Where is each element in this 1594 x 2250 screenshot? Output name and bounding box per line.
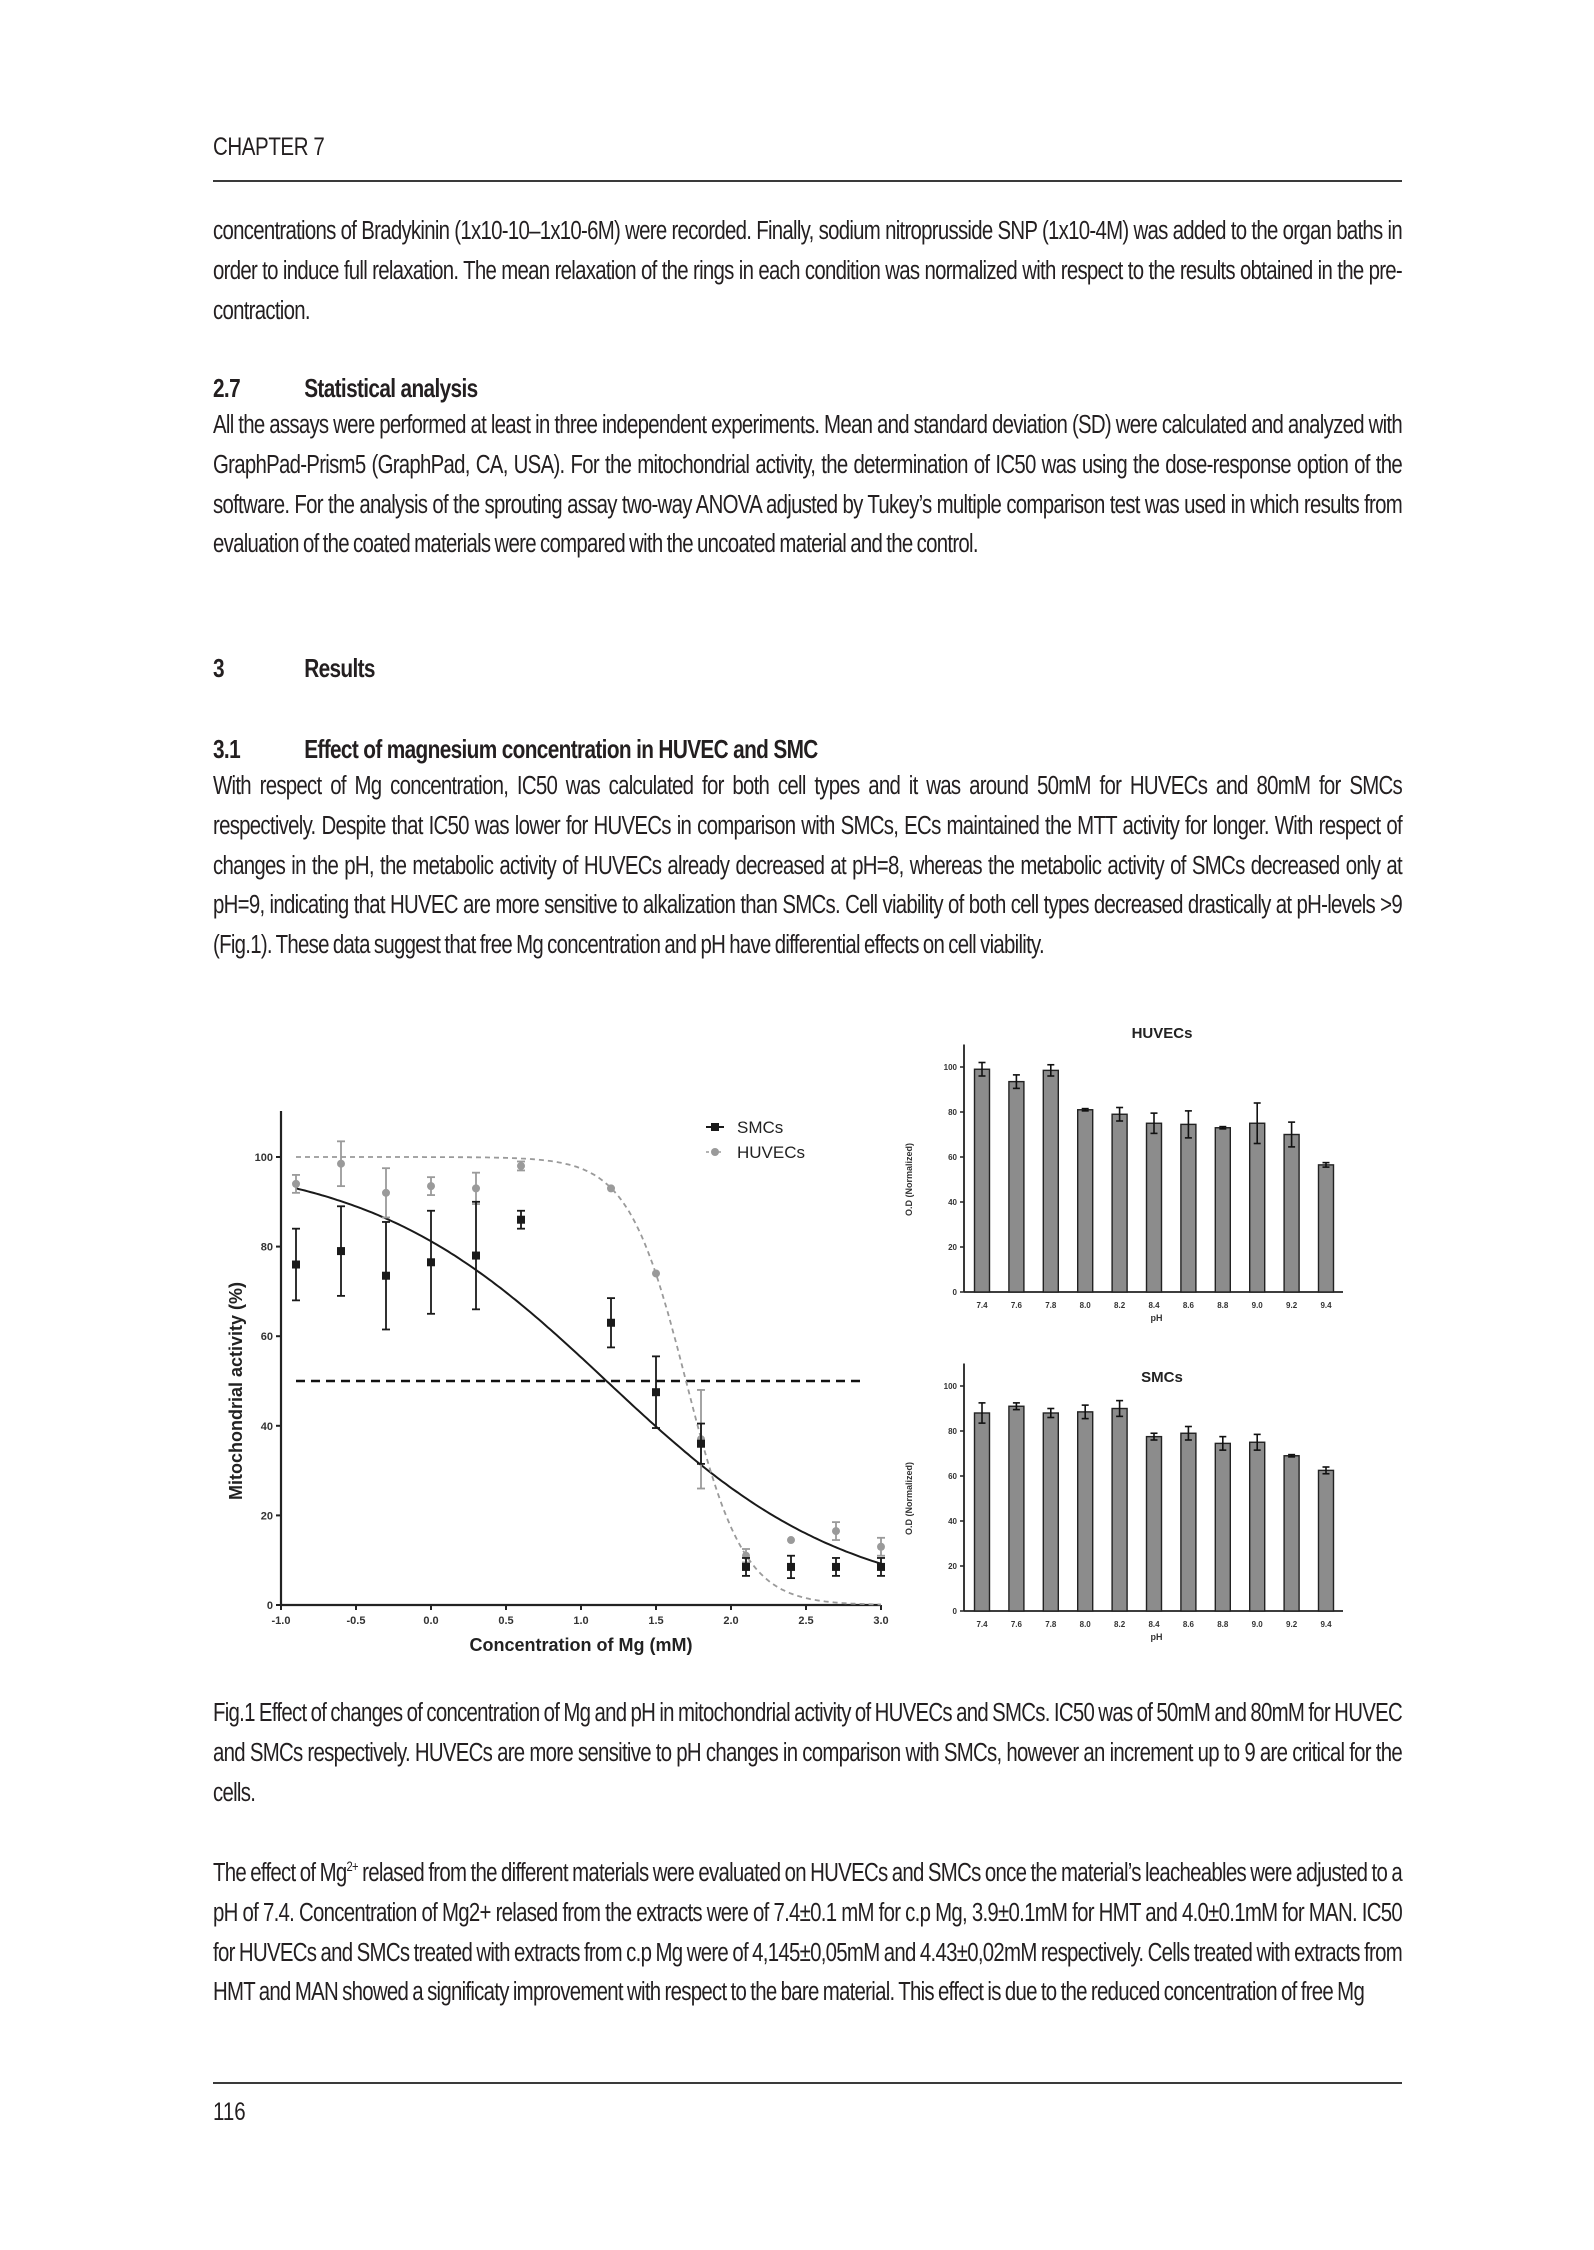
- svg-text:HUVECs: HUVECs: [737, 1143, 806, 1162]
- footer-rule: [213, 2082, 1402, 2084]
- bar: [975, 1069, 990, 1292]
- svg-text:9.2: 9.2: [1286, 1620, 1298, 1629]
- dose-response-chart: [226, 1111, 889, 1655]
- huvec-point: [292, 1180, 300, 1188]
- svg-text:O.D (Normalized): O.D (Normalized): [904, 1461, 914, 1536]
- huvec-point: [382, 1189, 390, 1197]
- smc-point: [427, 1258, 435, 1266]
- section-number: 3.1: [213, 734, 240, 764]
- smc-point: [337, 1247, 345, 1255]
- svg-text:SMCs: SMCs: [1141, 1369, 1183, 1386]
- svg-text:3.0: 3.0: [873, 1615, 889, 1627]
- header-rule: [213, 180, 1402, 182]
- svg-text:1.5: 1.5: [648, 1615, 664, 1627]
- bar: [1078, 1110, 1093, 1292]
- svg-text:100: 100: [943, 1382, 957, 1391]
- bar: [1250, 1123, 1265, 1292]
- mg-effect-paragraph: [213, 1854, 1402, 2013]
- chart-legend: [706, 1118, 805, 1162]
- svg-text:8.6: 8.6: [1182, 1620, 1194, 1629]
- svg-text:2.0: 2.0: [723, 1615, 739, 1627]
- svg-text:8.6: 8.6: [1182, 1301, 1194, 1310]
- svg-text:9.0: 9.0: [1251, 1620, 1263, 1629]
- results-text: With respect of Mg concentration, IC50 was calculated for both cell types and it was around 50mM for HUVECs and 80mM for SMCs respectively. Despite that IC50 was lower for HUVECs in comparison with SMCs, ECs maintained the MTT activity for longer. With respect of changes in the pH, the metabolic activity of HUVECs already decreased at pH=8, whereas the metabolic activity of SMCs decreased only at pH=9, indicating that HUVEC are more sensitive to alkalization than SMCs. Cell viability of both cell types decreased drastically at pH-levels >9 (Fig.1). These data suggest that free Mg concentration and pH have differential effects on cell viability.: [213, 772, 1402, 960]
- section-2-7: [213, 373, 1402, 565]
- svg-text:-0.5: -0.5: [346, 1615, 366, 1627]
- section-title: Results: [304, 653, 375, 683]
- section-number: 3: [213, 653, 224, 683]
- bar: [1319, 1165, 1334, 1292]
- huvec-point: [607, 1184, 615, 1192]
- svg-text:20: 20: [260, 1510, 273, 1523]
- smc-point: [877, 1563, 885, 1571]
- svg-text:7.8: 7.8: [1045, 1301, 1057, 1310]
- svg-text:7.8: 7.8: [1045, 1620, 1057, 1629]
- svg-text:8.2: 8.2: [1114, 1620, 1126, 1629]
- svg-text:0: 0: [266, 1600, 273, 1612]
- svg-text:8.0: 8.0: [1079, 1620, 1091, 1629]
- bar: [1319, 1470, 1334, 1611]
- svg-text:0.5: 0.5: [498, 1615, 514, 1627]
- bar: [1009, 1406, 1024, 1611]
- section-number: 2.7: [213, 373, 240, 403]
- svg-text:1.0: 1.0: [573, 1615, 589, 1627]
- smc-point: [832, 1563, 840, 1571]
- svg-text:Concentration of Mg (mM): Concentration of Mg (mM): [469, 1635, 693, 1655]
- bar: [1215, 1128, 1230, 1292]
- huvec-point: [877, 1543, 885, 1551]
- svg-text:-1.0: -1.0: [271, 1615, 291, 1627]
- bar: [1284, 1135, 1299, 1293]
- svg-text:8.4: 8.4: [1148, 1301, 1160, 1310]
- section-title: Statistical analysis: [304, 373, 478, 403]
- huvec-ph-bar-chart: [904, 1025, 1343, 1323]
- svg-text:100: 100: [943, 1063, 957, 1072]
- smc-point: [787, 1563, 795, 1571]
- huvec-point: [472, 1184, 480, 1192]
- bar: [1215, 1443, 1230, 1611]
- smc-point: [292, 1261, 300, 1269]
- svg-text:7.6: 7.6: [1010, 1301, 1022, 1310]
- caption-text: Fig.1 Effect of changes of concentration of Mg and pH in mitochondrial activity of HUVECs and SMCs. IC50 was of 50mM and 80mM for HUVEC and SMCs respectively. HUVECs are more sensitive to pH changes in comparison with SMCs, however an increment up to 9 are critical for the cells.: [213, 1699, 1402, 1807]
- bar: [1250, 1442, 1265, 1611]
- svg-text:7.4: 7.4: [976, 1620, 988, 1629]
- svg-text:9.2: 9.2: [1286, 1301, 1298, 1310]
- huvec-point: [787, 1536, 795, 1544]
- section-title: Effect of magnesium concentration in HUVEC and SMC: [304, 734, 818, 764]
- svg-text:pH: pH: [1150, 1313, 1163, 1323]
- svg-text:60: 60: [948, 1153, 957, 1162]
- smc-point: [382, 1272, 390, 1280]
- svg-text:40: 40: [948, 1517, 957, 1526]
- smc-point: [472, 1252, 480, 1260]
- section-3: [213, 653, 1402, 684]
- page-number: 116: [213, 2098, 246, 2126]
- svg-text:100: 100: [254, 1152, 273, 1164]
- bar: [1112, 1114, 1127, 1292]
- intro-paragraph: [213, 212, 1402, 331]
- svg-text:0.0: 0.0: [423, 1615, 439, 1627]
- huvec-point: [427, 1182, 435, 1190]
- svg-text:60: 60: [948, 1472, 957, 1481]
- svg-text:8.2: 8.2: [1114, 1301, 1126, 1310]
- bar: [975, 1413, 990, 1611]
- svg-text:20: 20: [948, 1243, 957, 1252]
- smc-point: [607, 1319, 615, 1327]
- bar: [1112, 1409, 1127, 1612]
- svg-text:80: 80: [948, 1427, 957, 1436]
- mg-effect-text: The effect of $Mg^{2+}$ relased from the different materials were evaluated on HUVECs and SMCs once the material’s leacheables were adjusted to a pH of 7.4. Concentration of Mg2+ relased from the extracts were of 7.4±0.1 mM for c.p Mg, 3.9±0.1mM for HMT and 4.0±0.1mM for MAN. IC50 for HUVECs and SMCs treated with extracts from c.p Mg were of 4,145±0,05mM and 4.43±0,02mM respectively. Cells treated with extracts from HMT and MAN showed a significaty improvement with respect to the bare material. This effect is due to the reduced concentration of free Mg: [213, 1858, 1402, 2007]
- smc-ph-bar-chart: [904, 1364, 1343, 1643]
- bar: [1147, 1437, 1162, 1611]
- bar: [1078, 1412, 1093, 1611]
- bar: [1043, 1070, 1058, 1292]
- huvec-point: [337, 1160, 345, 1168]
- svg-text:0: 0: [952, 1288, 957, 1297]
- huvec-point: [832, 1527, 840, 1535]
- svg-text:7.6: 7.6: [1010, 1620, 1022, 1629]
- svg-text:80: 80: [260, 1241, 273, 1254]
- svg-text:60: 60: [260, 1331, 273, 1344]
- bar: [1009, 1082, 1024, 1292]
- svg-text:40: 40: [948, 1198, 957, 1207]
- huvec-point: [742, 1552, 750, 1560]
- smc-point: [697, 1440, 705, 1448]
- huvec-point: [697, 1435, 705, 1443]
- svg-text:0: 0: [952, 1607, 957, 1616]
- bar: [1181, 1124, 1196, 1292]
- section-3-1: [213, 734, 1402, 966]
- svg-text:8.0: 8.0: [1079, 1301, 1091, 1310]
- bar: [1147, 1123, 1162, 1292]
- svg-text:8.4: 8.4: [1148, 1620, 1160, 1629]
- svg-text:9.4: 9.4: [1320, 1620, 1332, 1629]
- svg-text:Mitochondrial activity (%): Mitochondrial activity (%): [226, 1281, 246, 1501]
- intro-text: concentrations of Bradykinin (1x10-10–1x10-6M) were recorded. Finally, sodium nitroprusside SNP (1x10-4M) was added to the organ baths in order to induce full relaxation. The mean relaxation of the rings in each condition was normalized with respect to the results obtained in the pre-contraction.: [213, 217, 1402, 325]
- huvec-point: [652, 1269, 660, 1277]
- figure-caption: [213, 1694, 1402, 1813]
- svg-text:8.8: 8.8: [1217, 1620, 1229, 1629]
- svg-text:40: 40: [260, 1420, 273, 1433]
- bar: [1043, 1413, 1058, 1611]
- smc-point: [517, 1216, 525, 1224]
- svg-text:pH: pH: [1150, 1632, 1163, 1642]
- bar: [1181, 1433, 1196, 1611]
- svg-text:20: 20: [948, 1562, 957, 1571]
- stats-text: All the assays were performed at least in three independent experiments. Mean and standard deviation (SD) were calculated and analyzed with GraphPad-Prism5 (GraphPad, CA, USA). For the mitochondrial activity, the determination of IC50 was using the dose-response option of the software. For the analysis of the sprouting assay two-way ANOVA adjusted by Tukey’s multiple comparison test was used in which results from evaluation of the coated materials were compared with the uncoated material and the control.: [213, 411, 1402, 559]
- svg-text:HUVECs: HUVECs: [1131, 1025, 1193, 1042]
- svg-text:SMCs: SMCs: [737, 1118, 784, 1137]
- svg-text:2.5: 2.5: [798, 1615, 814, 1627]
- svg-text:8.8: 8.8: [1217, 1301, 1229, 1310]
- svg-text:7.4: 7.4: [976, 1301, 988, 1310]
- running-head: CHAPTER 7: [213, 133, 325, 161]
- svg-text:9.0: 9.0: [1251, 1301, 1263, 1310]
- svg-text:O.D (Normalized): O.D (Normalized): [904, 1142, 914, 1217]
- svg-text:80: 80: [948, 1108, 957, 1117]
- smc-point: [742, 1563, 750, 1571]
- svg-text:9.4: 9.4: [1320, 1301, 1332, 1310]
- huvec-point: [517, 1162, 525, 1170]
- smc-point: [652, 1388, 660, 1396]
- bar: [1284, 1456, 1299, 1611]
